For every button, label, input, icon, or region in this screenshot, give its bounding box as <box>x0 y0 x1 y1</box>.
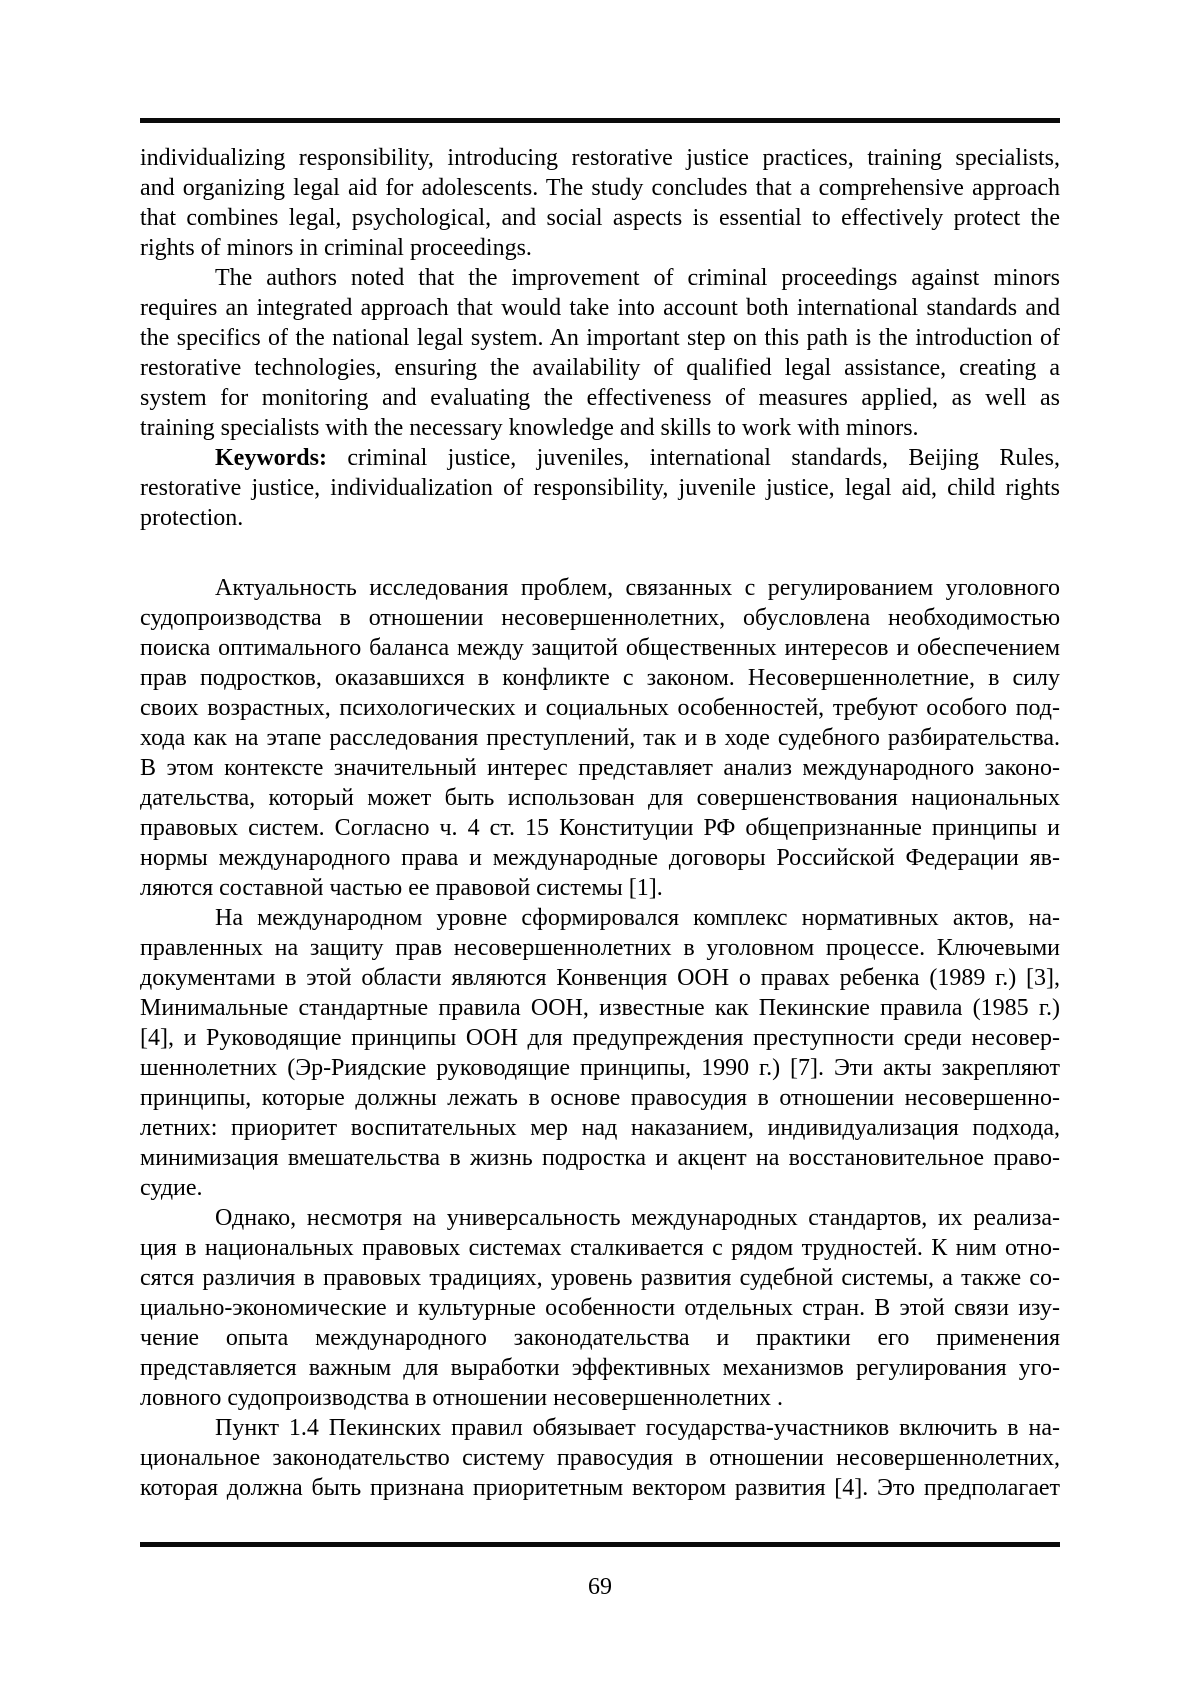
text-line: судопроизводства в отношении несовершеннолетних, обусловлена необходимостью <box>140 605 1060 631</box>
text-line: Минимальные стандартные правила ООН, известные как Пекинские правила (1985 г.) <box>140 995 1060 1021</box>
text-line: документами в этой области являются Конвенция ООН о правах ребенка (1989 г.) [3], <box>140 965 1060 991</box>
text-line: прав подростков, оказавшихся в конфликте с законом. Несовершеннолетние, в силу <box>140 665 1060 691</box>
text-line: [4], и Руководящие принципы ООН для предупреждения преступности среди несовер- <box>140 1025 1060 1051</box>
text-line: чение опыта международного законодательства и практики его применения <box>140 1325 1060 1351</box>
header-rule <box>140 118 1060 123</box>
text-line: requires an integrated approach that would take into account both international standards and <box>140 295 1060 321</box>
text-line: Актуальность исследования проблем, связанных с регулированием уголовного <box>215 575 1060 601</box>
text-line: ловного судопроизводства в отношении несовершеннолетних . <box>140 1385 784 1411</box>
text-line: training specialists with the necessary knowledge and skills to work with minors. <box>140 415 919 441</box>
text-line: The authors noted that the improvement of criminal proceedings against minors <box>215 265 1060 291</box>
ru-paragraph-relevance <box>140 573 1060 903</box>
text-line: принципы, которые должны лежать в основе правосудия в отношении несовершенно- <box>140 1085 1060 1111</box>
keywords-label: Keywords: <box>215 445 327 471</box>
page-body <box>140 143 1060 1503</box>
text-line: Однако, несмотря на универсальность международных стандартов, их реализа- <box>215 1205 1060 1231</box>
text-line: представляется важным для выработки эффективных механизмов регулирования уго- <box>140 1355 1060 1381</box>
text-line: минимизация вмешательства в жизнь подростка и акцент на восстановительное право- <box>140 1145 1060 1171</box>
text-line: хода как на этапе расследования преступлений, так и в ходе судебного разбирательства. <box>140 725 1060 751</box>
text-line: правленных на защиту прав несовершеннолетних в уголовном процессе. Ключевыми <box>140 935 1060 961</box>
text-line: поиска оптимального баланса между защитой общественных интересов и обеспечением <box>140 635 1060 661</box>
keywords-paragraph <box>140 443 1060 533</box>
text-line: rights of minors in criminal proceedings. <box>140 235 532 261</box>
text-line: Keywords: criminal justice, juveniles, international standards, Beijing Rules, <box>215 445 1060 471</box>
text-line: ляются составной частью ее правовой системы [1]. <box>140 875 663 901</box>
text-line: шеннолетних (Эр-Риядские руководящие принципы, 1990 г.) [7]. Эти акты закрепляют <box>140 1055 1060 1081</box>
ru-paragraph-implementation-difficulties <box>140 1203 1060 1413</box>
text-line: нормы международного права и международные договоры Российской Федерации яв- <box>140 845 1060 871</box>
text-line: На международном уровне сформировался комплекс нормативных актов, на- <box>215 905 1060 931</box>
text-line: циональное законодательство систему правосудия в отношении несовершеннолетних, <box>140 1445 1060 1471</box>
text-line: которая должна быть признана приоритетным вектором развития [4]. Это предполагает <box>140 1475 1060 1501</box>
abstract-continuation-paragraph <box>140 143 1060 263</box>
text-line: циально-экономические и культурные особенности отдельных стран. В этой связи изу- <box>140 1295 1060 1321</box>
page-number: 69 <box>588 1574 612 1600</box>
text-line: that combines legal, psychological, and social aspects is essential to effectively protect the <box>140 205 1060 231</box>
text-line: дательства, который может быть использован для совершенствования национальных <box>140 785 1060 811</box>
text-line: restorative justice, individualization of responsibility, juvenile justice, legal aid, child rights <box>140 475 1060 501</box>
text-line: and organizing legal aid for adolescents. The study concludes that a comprehensive approach <box>140 175 1060 201</box>
ru-paragraph-international-level <box>140 903 1060 1203</box>
text-line: правовых систем. Согласно ч. 4 ст. 15 Конституции РФ общепризнанные принципы и <box>140 815 1060 841</box>
abstract-authors-paragraph <box>140 263 1060 443</box>
text-line: individualizing responsibility, introducing restorative justice practices, training specialists, <box>140 145 1060 171</box>
text-line: летних: приоритет воспитательных мер над наказанием, индивидуализация подхода, <box>140 1115 1060 1141</box>
text-line: the specifics of the national legal system. An important step on this path is the introduction of <box>140 325 1060 351</box>
text-line: Пункт 1.4 Пекинских правил обязывает государства-участников включить в на- <box>215 1415 1060 1441</box>
text-line: В этом контексте значительный интерес представляет анализ международного законо- <box>140 755 1060 781</box>
text-line: system for monitoring and evaluating the effectiveness of measures applied, as well as <box>140 385 1060 411</box>
text-line: ция в национальных правовых системах сталкивается с рядом трудностей. К ним отно- <box>140 1235 1060 1261</box>
text-line: своих возрастных, психологических и социальных особенностей, требуют особого под- <box>140 695 1060 721</box>
text-line: protection. <box>140 505 244 531</box>
text-line: судие. <box>140 1175 203 1201</box>
footer-rule <box>140 1542 1060 1547</box>
text-line: сятся различия в правовых традициях, уровень развития судебной системы, а также со- <box>140 1265 1060 1291</box>
text-line: restorative technologies, ensuring the availability of qualified legal assistance, creating a <box>140 355 1060 381</box>
ru-paragraph-beijing-rules <box>140 1413 1060 1503</box>
